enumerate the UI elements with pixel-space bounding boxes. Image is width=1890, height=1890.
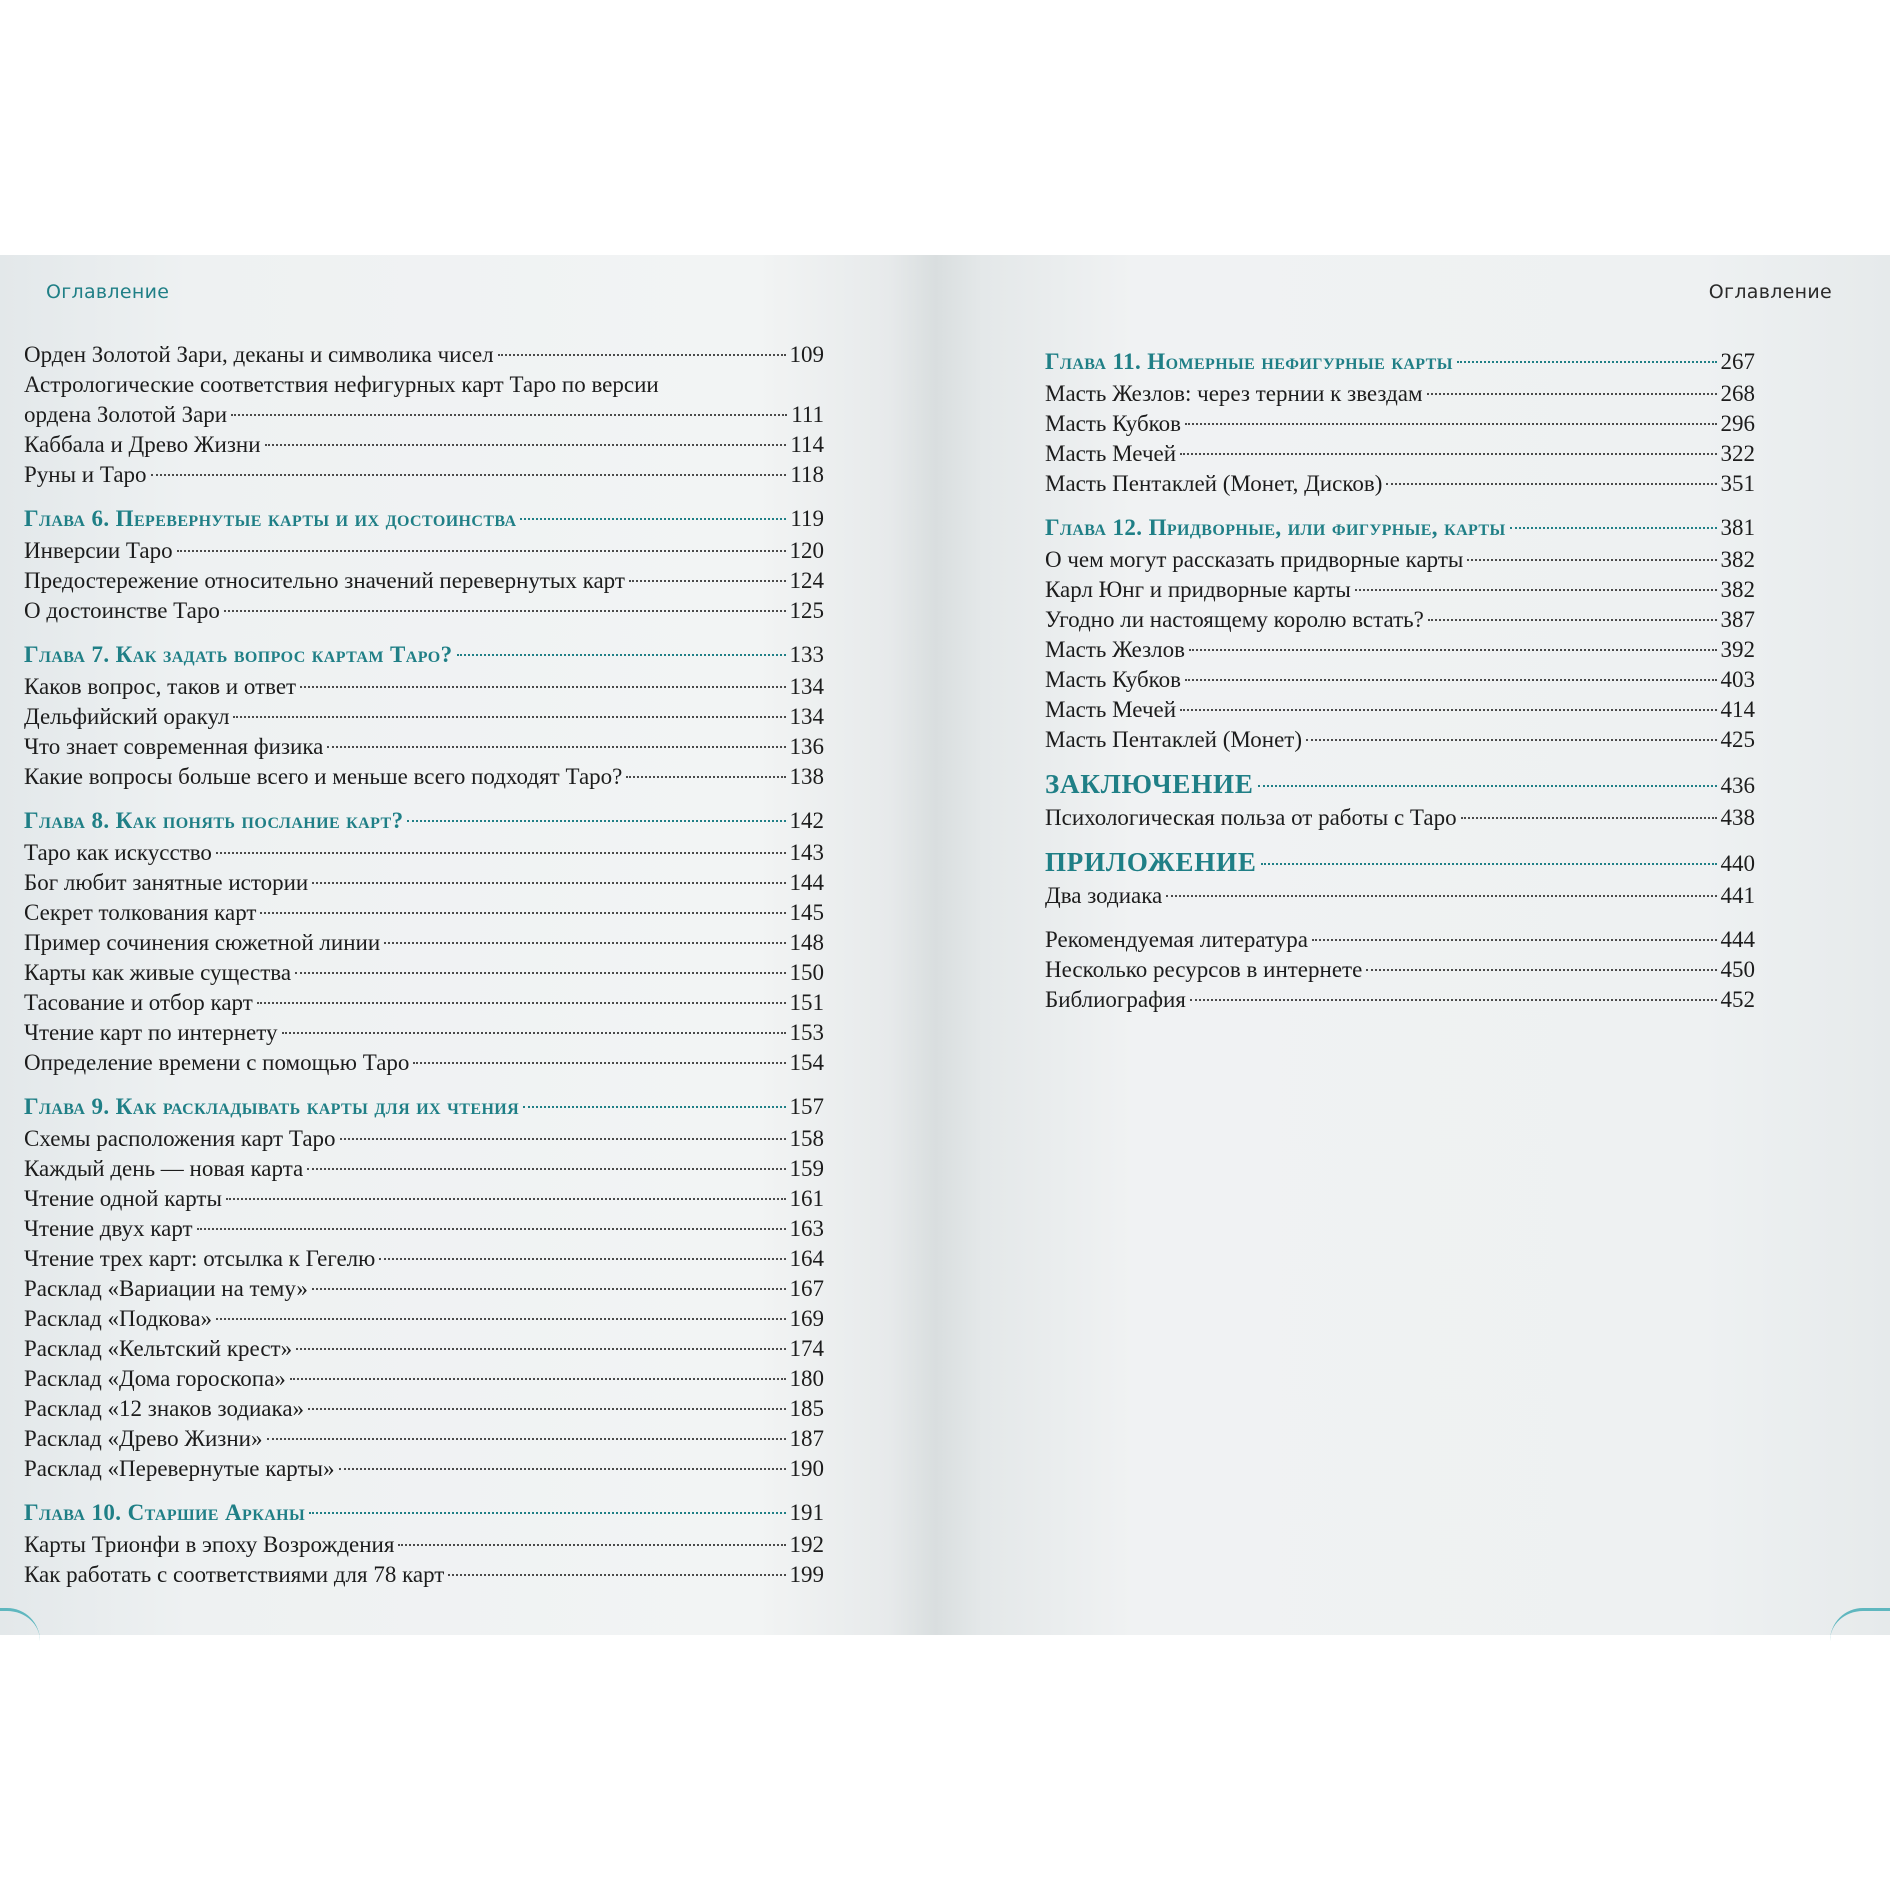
toc-list-left [24, 340, 824, 1590]
toc-entry[interactable] [24, 672, 824, 702]
left-page [0, 255, 920, 1635]
toc-entry-label: Чтение одной карты [24, 1186, 222, 1211]
page-number: 125 [789, 598, 824, 623]
toc-entry-label: О чем могут рассказать придворные карты [1045, 547, 1464, 572]
toc-entry[interactable] [1045, 635, 1755, 665]
page-number: 381 [1720, 515, 1755, 540]
toc-entry[interactable] [24, 1018, 824, 1048]
toc-entry-label: Психологическая польза от работы с Таро [1045, 805, 1457, 830]
page-number: 145 [789, 900, 824, 925]
toc-entry[interactable] [1045, 803, 1755, 833]
toc-entry[interactable] [24, 1334, 824, 1364]
toc-entry[interactable] [24, 702, 824, 732]
dot-leader [296, 1348, 785, 1350]
page-number: 436 [1720, 773, 1755, 798]
toc-entry[interactable] [24, 1364, 824, 1394]
toc-entry-label: Глава 11. Номерные нефигурные карты [1045, 349, 1453, 374]
toc-entry[interactable] [1045, 695, 1755, 725]
dot-leader [1510, 527, 1717, 529]
page-number: 157 [789, 1094, 824, 1119]
toc-entry[interactable] [24, 838, 824, 868]
toc-entry-label: Карты как живые существа [24, 960, 292, 985]
page-number: 134 [789, 704, 824, 729]
dot-leader [1467, 559, 1716, 561]
toc-entry-label: Каббала и Древо Жизни [24, 432, 261, 457]
toc-entry[interactable] [24, 460, 824, 490]
toc-entry-label: Таро как искусство [24, 840, 212, 865]
toc-entry[interactable] [24, 596, 824, 626]
dot-leader [1180, 453, 1716, 455]
toc-entry[interactable] [24, 370, 824, 400]
dot-leader [308, 1408, 785, 1410]
page-number: 119 [790, 506, 824, 531]
dot-leader [295, 972, 785, 974]
dot-leader [384, 942, 785, 944]
toc-entry[interactable] [24, 1394, 824, 1424]
dot-leader [523, 1106, 785, 1108]
dot-leader [260, 912, 785, 914]
dot-leader [300, 686, 785, 688]
toc-entry[interactable] [1045, 985, 1755, 1015]
dot-leader [1457, 361, 1717, 363]
dot-leader [457, 654, 786, 656]
toc-entry-label: ПРИЛОЖЕНИЕ [1045, 847, 1257, 877]
page-number: 148 [789, 930, 824, 955]
toc-entry-label: Определение времени с помощью Таро [24, 1050, 410, 1075]
toc-entry[interactable] [24, 762, 824, 792]
right-page [920, 255, 1890, 1635]
page-number: 425 [1720, 727, 1755, 752]
toc-entry-label: Расклад «Кельтский крест» [24, 1336, 293, 1361]
toc-entry[interactable] [24, 898, 824, 928]
running-head-right: Оглавление [1708, 281, 1832, 303]
toc-entry-label: Расклад «Подкова» [24, 1306, 212, 1331]
page-number: 185 [789, 1396, 824, 1421]
dot-leader [1258, 785, 1717, 787]
page-number: 414 [1720, 697, 1755, 722]
dot-leader [379, 1258, 785, 1260]
toc-entry-label: Масть Пентаклей (Монет, Дисков) [1045, 471, 1383, 496]
toc-entry[interactable] [24, 868, 824, 898]
toc-entry[interactable] [1045, 409, 1755, 439]
toc-entry-label: Карл Юнг и придворные карты [1045, 577, 1351, 602]
page-number: 403 [1720, 667, 1755, 692]
toc-chapter-heading[interactable] [1045, 513, 1755, 545]
dot-leader [197, 1228, 786, 1230]
dot-leader [1461, 817, 1717, 819]
toc-entry-label: Инверсии Таро [24, 538, 173, 563]
corner-ornament-right [1830, 1608, 1890, 1641]
dot-leader [312, 1288, 786, 1290]
toc-chapter-heading[interactable] [24, 504, 824, 536]
toc-chapter-heading[interactable] [24, 640, 824, 672]
dot-leader [413, 1062, 785, 1064]
toc-entry[interactable] [24, 1184, 824, 1214]
toc-entry[interactable] [24, 430, 824, 460]
toc-entry[interactable] [24, 988, 824, 1018]
toc-entry[interactable] [24, 732, 824, 762]
page-number: 164 [789, 1246, 824, 1271]
toc-entry-label: Расклад «Вариации на тему» [24, 1276, 308, 1301]
toc-entry[interactable] [1045, 925, 1755, 955]
toc-entry[interactable] [24, 1454, 824, 1484]
toc-entry-label: Библиография [1045, 987, 1186, 1012]
dot-leader [1355, 589, 1717, 591]
toc-entry-label: Чтение двух карт [24, 1216, 193, 1241]
page-number: 133 [789, 642, 824, 667]
page-number: 114 [790, 432, 824, 457]
dot-leader [398, 1544, 785, 1546]
page-number: 143 [789, 840, 824, 865]
toc-entry-label: Что знает современная физика [24, 734, 324, 759]
toc-entry-label: Секрет толкования карт [24, 900, 257, 925]
dot-leader [339, 1468, 786, 1470]
page-number: 174 [789, 1336, 824, 1361]
page-number: 151 [789, 990, 824, 1015]
page-number: 138 [789, 764, 824, 789]
toc-entry-label: ЗАКЛЮЧЕНИЕ [1045, 769, 1254, 799]
page-number: 382 [1720, 547, 1755, 572]
toc-entry[interactable] [24, 1424, 824, 1454]
toc-entry-label: Расклад «Перевернутые карты» [24, 1456, 335, 1481]
toc-entry[interactable] [24, 400, 824, 430]
toc-entry[interactable] [24, 1124, 824, 1154]
dot-leader [407, 820, 785, 822]
toc-entry[interactable] [24, 566, 824, 596]
toc-entry-label: Масть Жезлов [1045, 637, 1186, 662]
dot-leader [1189, 649, 1716, 651]
page-number: 153 [789, 1020, 824, 1045]
page-number: 180 [789, 1366, 824, 1391]
page-number: 382 [1720, 577, 1755, 602]
toc-entry-label: Астрологические соответствия нефигурных карт Таро по версии [24, 372, 659, 397]
dot-leader [498, 354, 786, 356]
dot-leader [309, 1512, 785, 1514]
dot-leader [312, 882, 785, 884]
toc-entry-label: Предостережение относительно значений перевернутых карт [24, 568, 625, 593]
page-number: 158 [789, 1126, 824, 1151]
toc-entry[interactable] [24, 1048, 824, 1078]
toc-entry-label: Масть Кубков [1045, 411, 1182, 436]
page-number: 187 [789, 1426, 824, 1451]
toc-entry[interactable] [24, 1244, 824, 1274]
page-number: 190 [789, 1456, 824, 1481]
toc-entry-label: Расклад «12 знаков зодиака» [24, 1396, 305, 1421]
toc-entry-label: Руны и Таро [24, 462, 147, 487]
dot-leader [267, 1438, 786, 1440]
dot-leader [177, 550, 786, 552]
dot-leader [1427, 393, 1717, 395]
dot-leader [1428, 619, 1717, 621]
dot-leader [151, 474, 787, 476]
toc-entry[interactable] [1045, 881, 1755, 911]
page-number: 438 [1720, 805, 1755, 830]
page-number: 169 [789, 1306, 824, 1331]
toc-entry[interactable] [1045, 665, 1755, 695]
toc-entry-label: Карты Трионфи в эпоху Возрождения [24, 1532, 395, 1557]
page-number: 296 [1720, 411, 1755, 436]
dot-leader [226, 1198, 786, 1200]
toc-entry-label: Глава 6. Перевернутые карты и их достоинства [24, 506, 517, 531]
toc-entry-label: Дельфийский оракул [24, 704, 230, 729]
page-number: 118 [790, 462, 824, 487]
toc-entry-label: Как работать с соответствиями для 78 карт [24, 1562, 445, 1587]
toc-entry-label: Глава 9. Как раскладывать карты для их чтения [24, 1094, 520, 1119]
toc-chapter-heading[interactable] [24, 1092, 824, 1124]
toc-entry[interactable] [24, 1274, 824, 1304]
dot-leader [1386, 483, 1716, 485]
toc-entry-label: Расклад «Древо Жизни» [24, 1426, 263, 1451]
page-number: 444 [1720, 927, 1755, 952]
toc-entry-label: Какие вопросы больше всего и меньше всего подходят Таро? [24, 764, 623, 789]
dot-leader [1185, 423, 1716, 425]
dot-leader [1190, 999, 1717, 1001]
page-number: 109 [789, 342, 824, 367]
page-number: 154 [789, 1050, 824, 1075]
book-spread [0, 255, 1890, 1635]
page-number: 441 [1720, 883, 1755, 908]
toc-entry[interactable] [1045, 575, 1755, 605]
page-number: 387 [1720, 607, 1755, 632]
toc-entry-label: Тасование и отбор карт [24, 990, 253, 1015]
dot-leader [629, 580, 786, 582]
toc-entry-label: Схемы расположения карт Таро [24, 1126, 336, 1151]
page-number: 163 [789, 1216, 824, 1241]
dot-leader [233, 716, 785, 718]
toc-entry[interactable] [24, 928, 824, 958]
page-number: 199 [789, 1562, 824, 1587]
toc-entry-label: Масть Жезлов: через тернии к звездам [1045, 381, 1423, 406]
toc-entry-label: Каков вопрос, таков и ответ [24, 674, 297, 699]
page-number: 450 [1720, 957, 1755, 982]
dot-leader [1366, 969, 1716, 971]
toc-entry[interactable] [24, 1530, 824, 1560]
dot-leader [265, 444, 787, 446]
toc-entry-label: Масть Мечей [1045, 441, 1177, 466]
toc-entry-label: Рекомендуемая литература [1045, 927, 1308, 952]
dot-leader [216, 1318, 786, 1320]
page-number: 150 [789, 960, 824, 985]
page-number: 111 [791, 402, 824, 427]
toc-entry-label: Масть Кубков [1045, 667, 1182, 692]
dot-leader [340, 1138, 786, 1140]
toc-entry-label: Чтение карт по интернету [24, 1020, 278, 1045]
dot-leader [290, 1378, 786, 1380]
toc-entry[interactable] [1045, 725, 1755, 755]
toc-entry-label: Глава 8. Как понять послание карт? [24, 808, 404, 833]
page-number: 392 [1720, 637, 1755, 662]
dot-leader [520, 518, 786, 520]
toc-entry[interactable] [1045, 545, 1755, 575]
dot-leader [231, 414, 787, 416]
page-number: 134 [789, 674, 824, 699]
page-number: 161 [789, 1186, 824, 1211]
toc-entry-label: Два зодиака [1045, 883, 1163, 908]
dot-leader [257, 1002, 786, 1004]
toc-entry-label: ордена Золотой Зари [24, 402, 228, 427]
toc-entry[interactable] [24, 1214, 824, 1244]
toc-entry[interactable] [24, 536, 824, 566]
dot-leader [1312, 939, 1717, 941]
toc-section-heading[interactable] [1045, 847, 1755, 881]
toc-entry-label: Несколько ресурсов в интернете [1045, 957, 1363, 982]
dot-leader [1306, 739, 1716, 741]
toc-entry-label: Каждый день — новая карта [24, 1156, 304, 1181]
page-number: 452 [1720, 987, 1755, 1012]
dot-leader [1166, 895, 1716, 897]
toc-chapter-heading[interactable] [24, 1498, 824, 1530]
toc-chapter-heading[interactable] [24, 806, 824, 838]
toc-entry-label: Бог любит занятные истории [24, 870, 309, 895]
page-number: 268 [1720, 381, 1755, 406]
dot-leader [1185, 679, 1716, 681]
dot-leader [448, 1574, 785, 1576]
dot-leader [224, 610, 786, 612]
dot-leader [307, 1168, 785, 1170]
page-number: 144 [789, 870, 824, 895]
dot-leader [626, 776, 785, 778]
toc-entry[interactable] [1045, 439, 1755, 469]
toc-entry[interactable] [24, 1154, 824, 1184]
page-number: 167 [789, 1276, 824, 1301]
page-number: 159 [789, 1156, 824, 1181]
toc-entry-label: Глава 12. Придворные, или фигурные, карты [1045, 515, 1506, 540]
toc-entry-label: Чтение трех карт: отсылка к Гегелю [24, 1246, 376, 1271]
dot-leader [216, 852, 786, 854]
toc-entry[interactable] [24, 340, 824, 370]
toc-entry[interactable] [24, 1560, 824, 1590]
toc-list-right [1045, 347, 1755, 1015]
toc-entry-label: О достоинстве Таро [24, 598, 220, 623]
toc-chapter-heading[interactable] [1045, 347, 1755, 379]
page-number: 120 [789, 538, 824, 563]
running-head-left: Оглавление [46, 281, 170, 303]
toc-entry-label: Орден Золотой Зари, деканы и символика чисел [24, 342, 494, 367]
dot-leader [282, 1032, 786, 1034]
page-number: 142 [789, 808, 824, 833]
dot-leader [1261, 863, 1717, 865]
toc-entry[interactable] [24, 1304, 824, 1334]
page-number: 124 [789, 568, 824, 593]
dot-leader [327, 746, 785, 748]
page-number: 136 [789, 734, 824, 759]
toc-entry[interactable] [24, 958, 824, 988]
toc-entry-label: Пример сочинения сюжетной линии [24, 930, 381, 955]
page-number: 322 [1720, 441, 1755, 466]
page-number: 267 [1720, 349, 1755, 374]
toc-entry[interactable] [1045, 469, 1755, 499]
toc-entry[interactable] [1045, 605, 1755, 635]
toc-entry-label: Масть Пентаклей (Монет) [1045, 727, 1303, 752]
toc-entry[interactable] [1045, 379, 1755, 409]
toc-entry[interactable] [1045, 955, 1755, 985]
page-number: 191 [789, 1500, 824, 1525]
dot-leader [1180, 709, 1716, 711]
toc-entry-label: Глава 10. Старшие Арканы [24, 1500, 306, 1525]
page-number: 192 [789, 1532, 824, 1557]
toc-section-heading[interactable] [1045, 769, 1755, 803]
toc-entry-label: Глава 7. Как задать вопрос картам Таро? [24, 642, 453, 667]
toc-entry-label: Угодно ли настоящему королю встать? [1045, 607, 1424, 632]
toc-entry-label: Расклад «Дома гороскопа» [24, 1366, 286, 1391]
corner-ornament-left [0, 1608, 40, 1641]
toc-entry-label: Масть Мечей [1045, 697, 1177, 722]
page-number: 351 [1720, 471, 1755, 496]
page-number: 440 [1720, 851, 1755, 876]
